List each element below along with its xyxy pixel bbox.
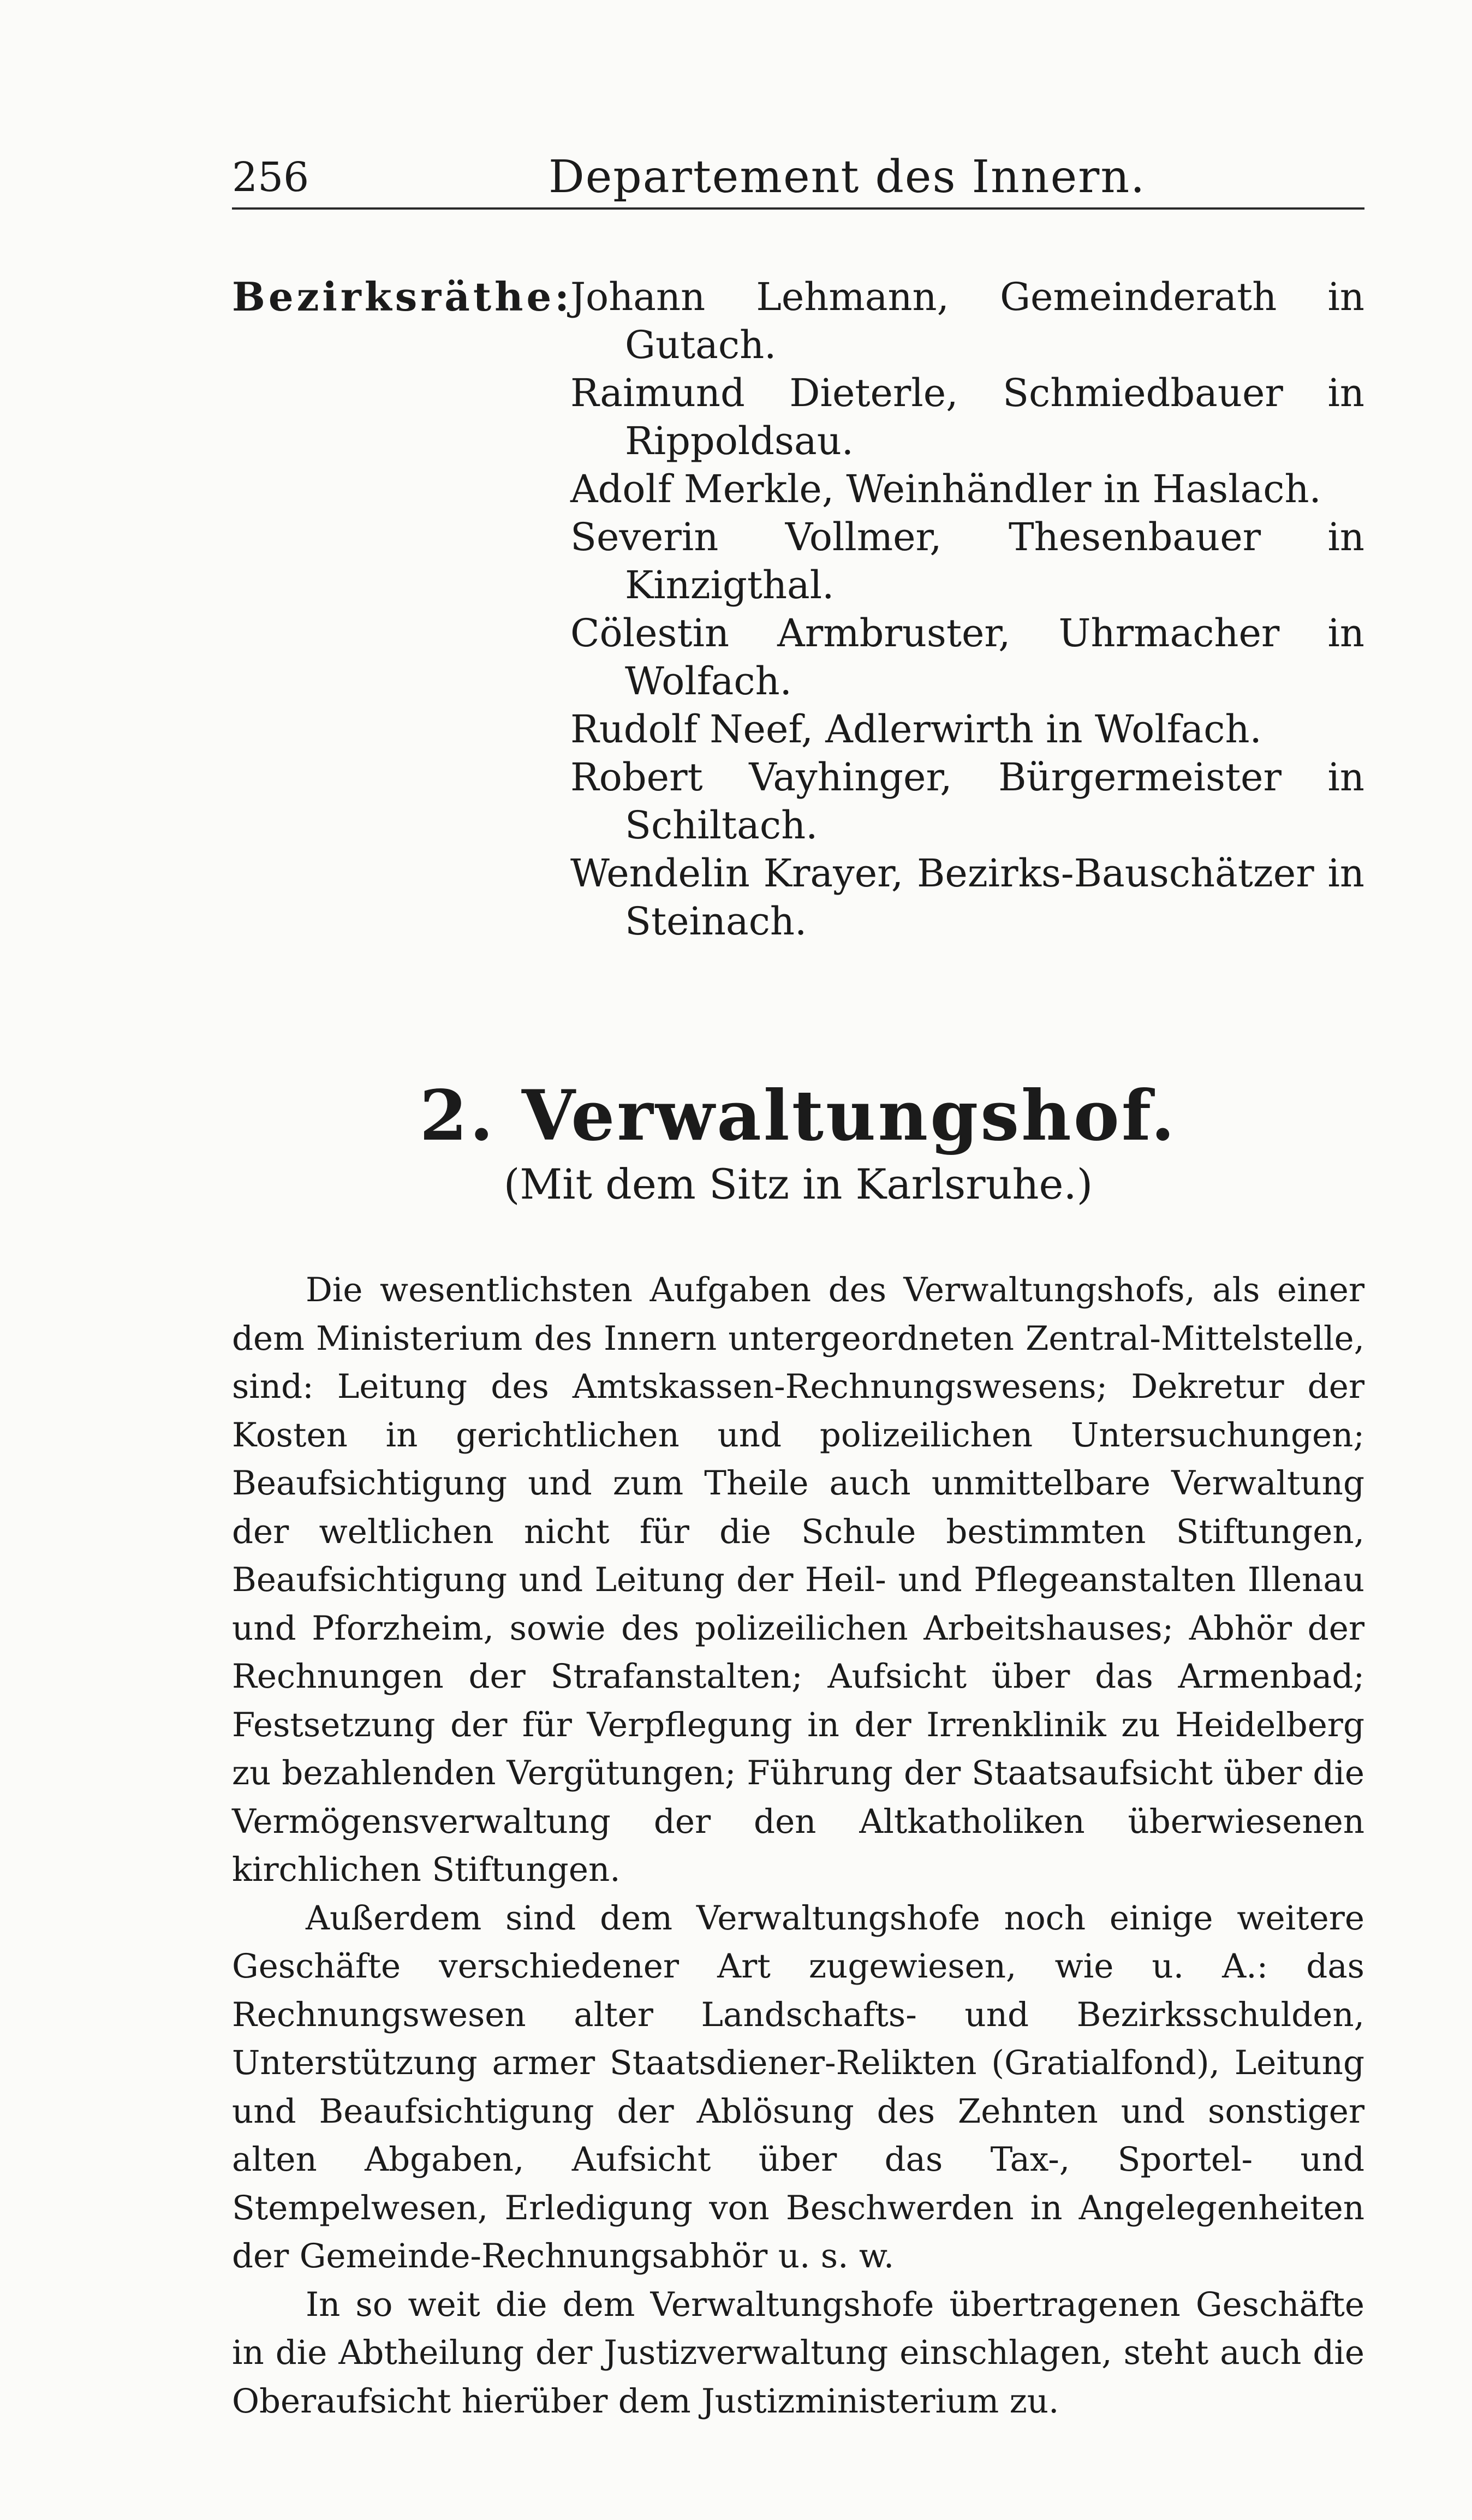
council-member-list (570, 273, 1364, 945)
council-member: Adolf Merkle, Weinhändler in Haslach. (570, 467, 1321, 511)
section-subheading: (Mit dem Sitz in Karlsruhe.) (503, 1160, 1093, 1208)
running-title: Departement des Innern. (549, 151, 1146, 203)
section-heading: 2. Verwaltungshof. (419, 1075, 1177, 1157)
paragraph: Die wesentlichsten Aufgaben des Verwaltungshofs, als einer dem Ministerium des Innern untergeordneten Zentral-Mittelstelle, sind: Leitung des Amtskassen-Rechnungswesens; Dekretur der Kosten in gerichtlichen und polizeilichen Untersuchungen; Beaufsichtigung und zum Theile auch unmittelbare Verwaltung der weltlichen nicht für die Schule bestimmten Stiftungen, Beaufsichtigung und Leitung der Heil- und Pflegeanstalten Illenau und Pforzheim, sowie des polizeilichen Arbeitshauses; Abhör der Rechnungen der Strafanstalten; Aufsicht über das Armenbad; Festsetzung der für Verpflegung in der Irrenklinik zu Heidelberg zu bezahlenden Vergütungen; Führung der Staatsaufsicht über die Vermögensverwaltung der den Altkatholiken überwiesenen kirchlichen Stiftungen. (232, 1271, 1364, 1889)
council-member: Johann Lehmann, Gemeinderath in Gutach. (570, 275, 1364, 367)
council-member: Severin Vollmer, Thesenbauer in Kinzigthal. (570, 515, 1364, 607)
council-member: Cölestin Armbruster, Uhrmacher in Wolfach. (570, 611, 1364, 704)
council-member: Robert Vayhinger, Bürgermeister in Schiltach. (570, 755, 1364, 848)
body-text (232, 1266, 1364, 2426)
council-member: Raimund Dieterle, Schmiedbauer in Rippoldsau. (570, 371, 1364, 463)
paragraph: In so weit die dem Verwaltungshofe übertragenen Geschäfte in die Abtheilung der Justizverwaltung einschlagen, steht auch die Oberaufsicht hierüber dem Justizministerium zu. (232, 2285, 1364, 2421)
council-member: Rudolf Neef, Adlerwirth in Wolfach. (570, 707, 1262, 752)
page-header (232, 147, 1364, 210)
council-member: Wendelin Krayer, Bezirks-Bauschätzer in Steinach. (570, 851, 1364, 944)
paragraph: Außerdem sind dem Verwaltungshofe noch einige weitere Geschäfte verschiedener Art zugewiesen, wie u. A.: das Rechnungswesen alter Landschafts- und Bezirksschulden, Unterstützung armer Staatsdiener-Relikten (Gratialfond), Leitung und Beaufsichtigung der Ablösung des Zehnten und sonstiger alten Abgaben, Aufsicht über das Tax-, Sportel- und Stempelwesen, Erledigung von Beschwerden in Angelegenheiten der Gemeinde-Rechnungsabhör u. s. w. (232, 1898, 1364, 2275)
page-number: 256 (232, 154, 309, 201)
council-label: Bezirksräthe: (232, 273, 573, 320)
